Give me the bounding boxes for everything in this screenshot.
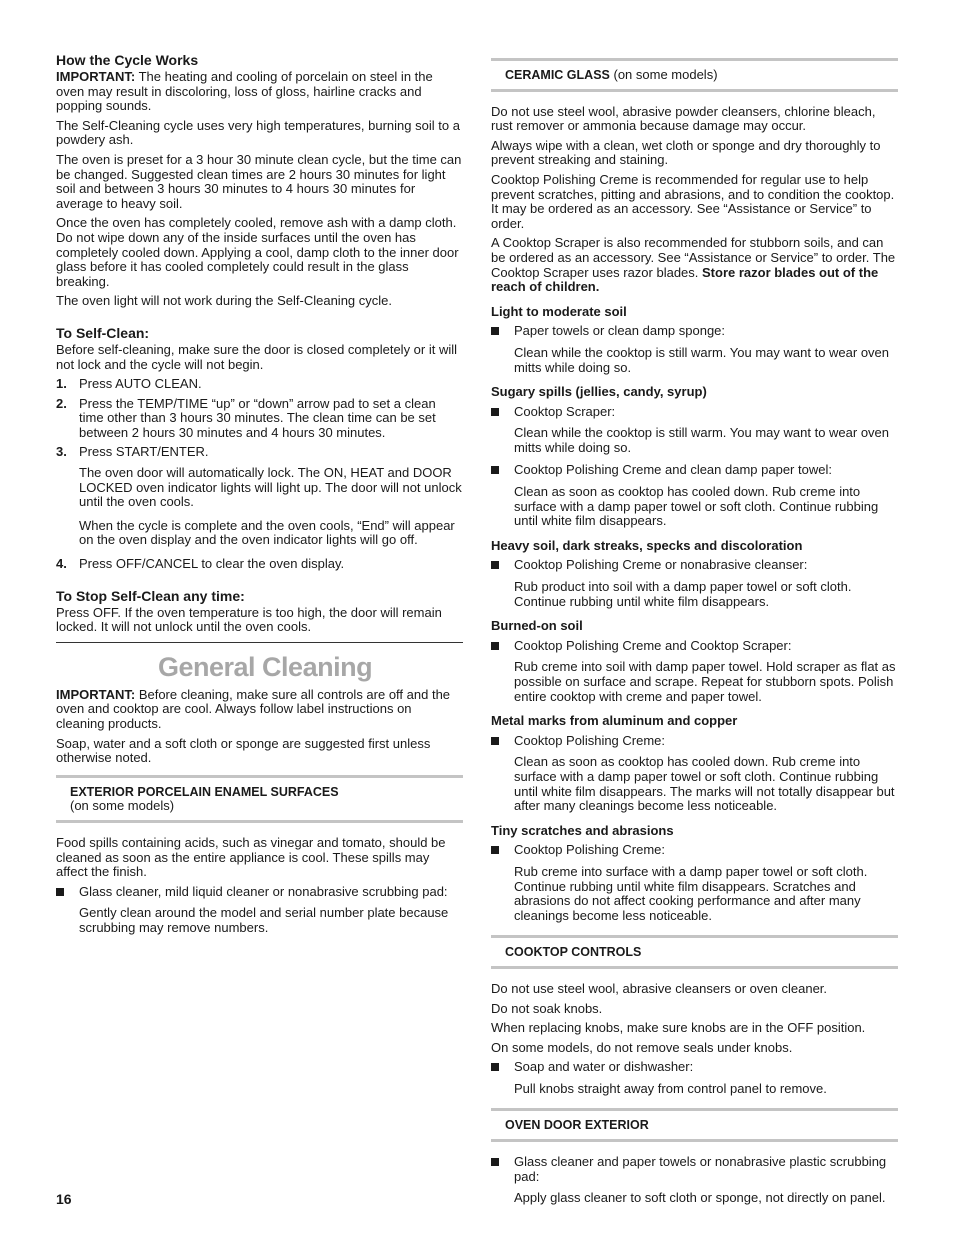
important-label: IMPORTANT: (56, 686, 136, 702)
bullet-square-icon (491, 1063, 499, 1071)
bullet-item (491, 1060, 898, 1075)
bullet-detail: Clean while the cooktop is still warm. You may want to wear oven mitts while doing so. (514, 344, 890, 375)
important-label: IMPORTANT: (56, 69, 136, 84)
bullet-item (491, 324, 898, 339)
bullet-square-icon (491, 642, 499, 650)
bullet-detail: Clean as soon as cooktop has cooled down. Rub creme into surface with a damp paper towel or soft cloth. Continue rubbing until white film disappears. (514, 484, 879, 529)
exterior-paragraph: Food spills containing acids, such as vinegar and tomato, should be cleaned as soon as the entire appliance is cool. These spills may affect the finish. (56, 834, 446, 880)
ceramic-paragraph: Always wipe with a clean, wet cloth or sponge and dry thoroughly to prevent streaking and staining. (491, 137, 881, 168)
ceramic-text: A Cooktop Scraper is also recommended for stubborn soils, and can be ordered as an accessory. See “Assistance or Service” to order. The Cooktop Scraper uses razor blades. (491, 235, 896, 280)
bullet-item (56, 885, 463, 900)
ceramic-paragraph (491, 236, 898, 294)
stop-heading: To Stop Self-Clean any time: (56, 587, 245, 604)
bullet-text: Cooktop Polishing Creme or nonabrasive cleanser: (514, 557, 808, 573)
important-text: Before cleaning, make sure all controls are off and the oven and cooktop are cool. Always follow label instructions on cleaning products. (56, 686, 451, 731)
bullet-text: Cooktop Polishing Creme: (514, 842, 666, 858)
bullet-square-icon (491, 561, 499, 569)
controls-paragraph: Do not use steel wool, abrasive cleansers or oven cleaner. (491, 980, 828, 996)
controls-paragraph: When replacing knobs, make sure knobs are in the OFF position. (491, 1020, 866, 1036)
bullet-square-icon (491, 846, 499, 854)
stop-text: Press OFF. If the oven temperature is too high, the door will remain locked. It will not unlock until the oven cools. (56, 604, 442, 635)
cycle-paragraph: The Self-Cleaning cycle uses very high temperatures, burning soil to a powdery ash. (56, 117, 460, 148)
bullet-detail: Pull knobs straight away from control panel to remove. (514, 1080, 827, 1096)
door-caption-box (491, 1108, 898, 1142)
bullet-text: Cooktop Scraper: (514, 403, 616, 419)
ceramic-paragraph: Do not use steel wool, abrasive powder cleansers, chlorine bleach, rust remover or ammonia because damage may occur. (491, 103, 876, 134)
cycle-paragraph: Once the oven has completely cooled, remove ash with a damp cloth. Do not wipe down any of the inside surfaces until the oven has completely cooled down. Applying a cool, damp cloth to the inner door glass before it has cooled completely could result in the glass breaking. (56, 215, 459, 289)
step-number: 4. (56, 556, 67, 572)
soil-heading: Heavy soil, dark streaks, specks and discoloration (491, 537, 803, 553)
bullet-square-icon (491, 737, 499, 745)
step-item (56, 445, 463, 548)
section-divider (56, 642, 463, 643)
bullet-item (491, 843, 898, 858)
controls-paragraph: Do not soak knobs. (491, 1000, 603, 1016)
cycle-heading: How the Cycle Works (56, 52, 199, 68)
controls-paragraph: On some models, do not remove seals under knobs. (491, 1039, 793, 1055)
right-column (491, 58, 898, 1214)
bullet-square-icon (56, 888, 64, 896)
bullet-item (491, 1155, 898, 1184)
page-number: 16 (56, 1191, 72, 1207)
bullet-detail: Gently clean around the model and serial number plate because scrubbing may remove numbers. (79, 905, 449, 935)
cycle-important (56, 70, 463, 114)
bullet-item (491, 405, 898, 420)
step-item (56, 377, 463, 392)
bullet-text: Glass cleaner, mild liquid cleaner or nonabrasive scrubbing pad: (79, 883, 448, 899)
bullet-detail: Rub creme into surface with a damp paper towel or soft cloth. Continue rubbing until white film disappears. Scratches and abrasions do not affect cooking performance and after many cleanings become less noticeable. (514, 863, 868, 923)
bullet-detail: Clean as soon as cooktop has cooled down. Rub creme into surface with a damp paper towel or soft cloth. Continue rubbing until white film disappears. The marks will not totally disappear but after many cleanings become less noticeable. (514, 754, 895, 814)
soil-heading: Sugary spills (jellies, candy, syrup) (491, 384, 707, 400)
exterior-caption-box (56, 775, 463, 823)
bullet-text: Cooktop Polishing Creme: (514, 732, 666, 748)
bullet-detail: Apply glass cleaner to soft cloth or sponge, not directly on panel. (514, 1190, 886, 1206)
step-number: 2. (56, 395, 67, 411)
step-text: Press the TEMP/TIME “up” or “down” arrow pad to set a clean time other than 3 hours 30 minutes. The clean time can be set between 2 hours 30 minutes and 4 hours 30 minutes. (79, 395, 436, 440)
bullet-text: Cooktop Polishing Creme and clean damp paper towel: (514, 462, 832, 478)
bullet-detail: Clean while the cooktop is still warm. You may want to wear oven mitts while doing so. (514, 425, 890, 455)
step-number: 3. (56, 444, 67, 460)
step-text: Press START/ENTER. (79, 444, 209, 460)
soil-list (491, 305, 898, 924)
soil-heading: Burned-on soil (491, 618, 583, 634)
ceramic-note: (on some models) (609, 67, 718, 82)
important-text: The heating and cooling of porcelain on steel in the oven may result in discoloring, loss of gloss, hairline cracks and popping sounds. (56, 69, 433, 114)
bullet-square-icon (491, 408, 499, 416)
step-item (56, 557, 463, 572)
selfclean-steps (56, 377, 463, 572)
bullet-item (491, 639, 898, 654)
bullet-square-icon (491, 327, 499, 335)
step-item (56, 397, 463, 441)
bullet-item (491, 558, 898, 573)
bullet-detail: Rub creme into soil with damp paper towel. Hold scraper as flat as possible on surface and scrape. Repeat for stubborn spots. Polish entire cooktop with creme and paper towel. (514, 659, 896, 704)
selfclean-heading: To Self-Clean: (56, 324, 150, 341)
soil-heading: Tiny scratches and abrasions (491, 822, 674, 838)
cycle-paragraph: The oven is preset for a 3 hour 30 minute clean cycle, but the time can be changed. Suggested clean times are 2 hours 30 minutes for light soil and between 3 hours 30 minutes to 4 hours 30 minutes for average to heavy soil. (56, 151, 462, 211)
controls-caption: COOKTOP CONTROLS (505, 945, 642, 960)
soil-heading: Light to moderate soil (491, 303, 627, 319)
general-important (56, 688, 463, 732)
warning-text: Store razor blades out of the reach of children. (491, 264, 879, 295)
bullet-text: Paper towels or clean damp sponge: (514, 323, 726, 339)
bullet-item (491, 734, 898, 749)
step-number: 1. (56, 376, 67, 392)
exterior-caption: EXTERIOR PORCELAIN ENAMEL SURFACES (70, 784, 339, 799)
bullet-square-icon (491, 466, 499, 474)
ceramic-caption: CERAMIC GLASS (505, 68, 610, 82)
step-text: Press AUTO CLEAN. (79, 376, 202, 392)
door-caption: OVEN DOOR EXTERIOR (505, 1118, 649, 1133)
cycle-paragraph: The oven light will not work during the Self-Cleaning cycle. (56, 293, 393, 309)
bullet-text: Glass cleaner and paper towels or nonabrasive plastic scrubbing pad: (514, 1154, 887, 1184)
left-column (56, 52, 463, 944)
bullet-detail: Rub product into soil with a damp paper towel or soft cloth. Continue rubbing until white film disappears. (514, 579, 852, 609)
controls-caption-box (491, 935, 898, 969)
selfclean-intro: Before self-cleaning, make sure the door is closed completely or it will not lock and the cycle will not begin. (56, 341, 458, 372)
ceramic-caption-box (491, 58, 898, 92)
bullet-item (491, 463, 898, 478)
ceramic-paragraph: Cooktop Polishing Creme is recommended for regular use to help prevent scratches, pitting and abrasions, and to condition the cooktop. It may be ordered as an accessory. See “Assistance or Service” to order. (491, 171, 895, 231)
step-detail: When the cycle is complete and the oven cools, “End” will appear on the oven display and the oven indicator lights will go off. (79, 517, 455, 548)
soil-heading: Metal marks from aluminum and copper (491, 713, 738, 729)
section-title: General Cleaning (158, 651, 373, 682)
general-paragraph: Soap, water and a soft cloth or sponge are suggested first unless otherwise noted. (56, 735, 431, 766)
bullet-text: Cooktop Polishing Creme and Cooktop Scraper: (514, 637, 792, 653)
bullet-text: Soap and water or dishwasher: (514, 1059, 694, 1075)
bullet-square-icon (491, 1158, 499, 1166)
step-text: Press OFF/CANCEL to clear the oven display. (79, 556, 345, 572)
step-detail: The oven door will automatically lock. The ON, HEAT and DOOR LOCKED oven indicator lights will light up. The door will not unlock until the oven cools. (79, 465, 462, 510)
exterior-note: (on some models) (70, 798, 175, 814)
